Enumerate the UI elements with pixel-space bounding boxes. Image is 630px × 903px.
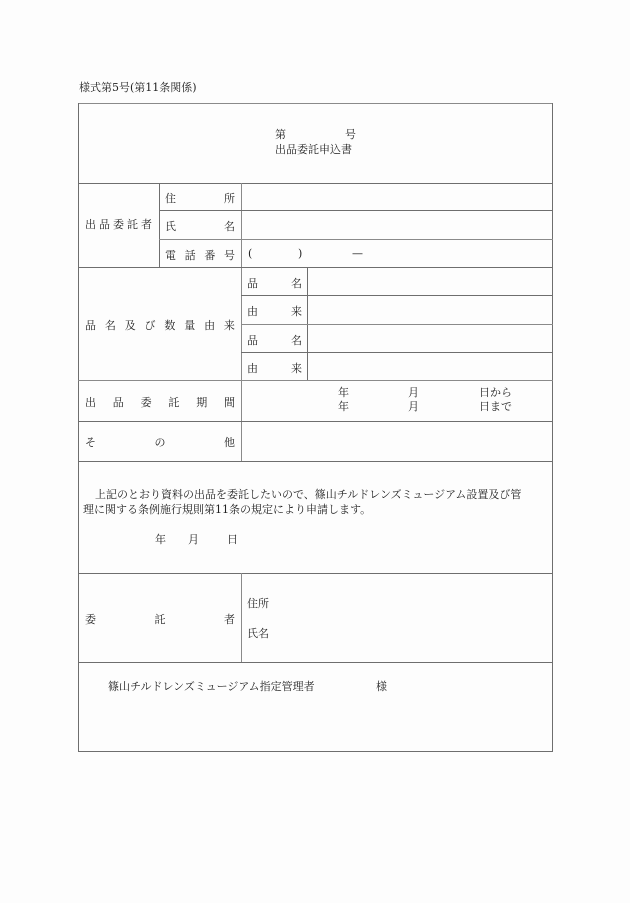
phone-close-paren: ) — [298, 247, 303, 260]
statement-line-2: 理に関する条例施行規則第11条の規定により申請します。 — [83, 503, 372, 516]
address-label: 住 所 — [165, 192, 235, 205]
items-label: 品 名 及 び 数 量 由 来 — [85, 319, 235, 332]
number-suffix: 号 — [345, 128, 356, 141]
item-name-label-2: 品 名 — [247, 334, 302, 347]
addressee-text: 篠山チルドレンズミュージアム指定管理者 — [108, 680, 315, 693]
statement-line-1: 上記のとおり資料の出品を委託したいので、篠山チルドレンズミュージアム設置及び管 — [95, 488, 522, 501]
document-title: 出品委託申込書 — [275, 143, 352, 156]
consignor-address-field[interactable] — [242, 184, 552, 210]
item-origin-field-2[interactable] — [308, 353, 552, 380]
addressee-honorific: 様 — [376, 680, 387, 693]
trustee-label: 委 託 者 — [85, 613, 235, 626]
consignor-phone-field[interactable] — [242, 240, 552, 267]
period-from-month: 月 — [408, 386, 419, 399]
item-origin-field-1[interactable] — [308, 296, 552, 324]
period-from-year: 年 — [338, 386, 349, 399]
statement-day: 日 — [227, 533, 238, 546]
item-origin-label-1: 由 来 — [247, 305, 302, 318]
other-field[interactable] — [242, 422, 552, 461]
consignor-label: 出品委託者 — [85, 218, 155, 231]
form-label: 様式第5号(第11条関係) — [79, 81, 197, 94]
statement-year: 年 — [155, 533, 166, 546]
other-label: そ の 他 — [85, 436, 235, 449]
period-to-day: 日まで — [479, 400, 512, 413]
phone-open-paren: ( — [248, 247, 253, 260]
item-name-field-2[interactable] — [308, 325, 552, 352]
trustee-address-label: 住所 — [247, 597, 269, 610]
number-prefix: 第 — [275, 128, 286, 141]
consignor-name-field[interactable] — [242, 211, 552, 239]
period-from-day: 日から — [479, 386, 512, 399]
period-to-year: 年 — [338, 400, 349, 413]
item-name-field-1[interactable] — [308, 268, 552, 295]
period-label: 出 品 委 託 期 間 — [85, 396, 235, 409]
statement-month: 月 — [188, 533, 199, 546]
item-origin-label-2: 由 来 — [247, 362, 302, 375]
name-label: 氏 名 — [165, 220, 235, 233]
item-name-label-1: 品 名 — [247, 277, 302, 290]
phone-label: 電 話 番 号 — [165, 249, 235, 262]
trustee-name-field[interactable] — [275, 620, 550, 642]
period-to-month: 月 — [408, 400, 419, 413]
phone-dash: — — [352, 247, 363, 260]
trustee-name-label: 氏名 — [247, 627, 269, 640]
period-field[interactable] — [242, 381, 552, 421]
trustee-address-field[interactable] — [275, 590, 550, 612]
